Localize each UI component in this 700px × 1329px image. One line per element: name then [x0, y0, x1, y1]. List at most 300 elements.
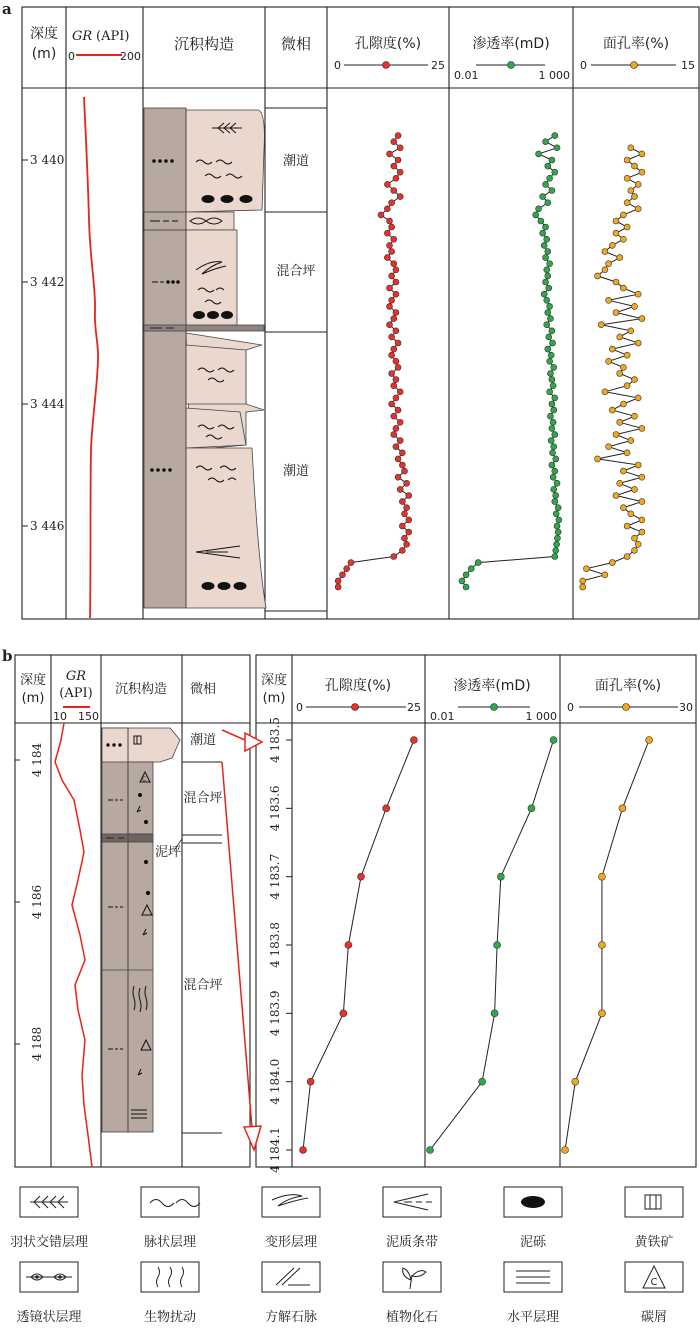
porosity-point: [387, 285, 393, 291]
areal-point: [632, 194, 638, 200]
areal-point: [613, 230, 619, 236]
areal-point: [624, 175, 630, 181]
panel-a-areal-max: 15: [681, 59, 695, 72]
permeability-point: [556, 517, 562, 523]
areal-point: [632, 377, 638, 383]
panel-b-gr-unit: (API): [59, 686, 93, 701]
panel-a-tag: a: [2, 0, 12, 18]
porosity-point: [393, 279, 399, 285]
areal-point: [617, 371, 623, 377]
permeability-point: [427, 1147, 434, 1154]
permeability-point: [545, 273, 551, 279]
permeability-point: [549, 377, 555, 383]
porosity-point: [389, 224, 395, 230]
porosity-point: [378, 212, 384, 218]
legend-item: [262, 1187, 320, 1250]
panel-a-areal-header: 面孔率(%): [602, 36, 670, 52]
legend-item: [262, 1262, 320, 1325]
porosity-point: [384, 206, 390, 212]
permeability-point: [550, 737, 557, 744]
permeability-point: [533, 212, 539, 218]
panel-b-permeability-min: 0.01: [430, 710, 455, 723]
permeability-point: [546, 285, 552, 291]
permeability-point: [554, 145, 560, 151]
porosity-point: [384, 181, 390, 187]
panel-b-areal-min: 0: [567, 701, 574, 714]
porosity-point: [389, 273, 395, 279]
porosity-point: [397, 169, 403, 175]
porosity-point: [389, 401, 395, 407]
legend-label: 水平层理: [506, 1310, 560, 1325]
areal-point: [646, 737, 653, 744]
porosity-point: [393, 310, 399, 316]
panel-b-depth-tick: 4 184: [30, 742, 44, 778]
areal-point: [598, 942, 605, 949]
areal-point: [613, 310, 619, 316]
porosity-point: [387, 303, 393, 309]
permeability-point: [555, 529, 561, 535]
porosity-point: [391, 261, 397, 267]
porosity-point: [399, 499, 405, 505]
panel-a-lithology-column: [144, 108, 266, 608]
areal-point: [606, 358, 612, 364]
permeability-point: [540, 194, 546, 200]
porosity-point: [393, 444, 399, 450]
porosity-point: [387, 322, 393, 328]
panel-b-lithology-column: [102, 728, 180, 1132]
porosity-point: [384, 255, 390, 261]
areal-point: [606, 444, 612, 450]
areal-marker-icon: [623, 704, 630, 711]
areal-point: [628, 188, 634, 194]
zoom-depth-tick-label: 4 184.0: [268, 1058, 282, 1105]
porosity-point: [399, 462, 405, 468]
permeability-point: [468, 566, 474, 572]
permeability-point: [494, 942, 501, 949]
zoom-depth-tick-label: 4 183.6: [268, 785, 282, 832]
areal-point: [628, 511, 634, 517]
panel-b-facies-label: 混合坪: [183, 791, 223, 806]
permeability-point: [547, 389, 553, 395]
porosity-point: [404, 480, 410, 486]
panel-b-areal-max: 30: [679, 701, 693, 714]
panel-b-zoom-depth-ticks: [268, 717, 292, 1173]
permeability-point: [552, 499, 558, 505]
panel-b-facies-header: 微相: [189, 682, 217, 697]
permeability-point: [463, 572, 469, 578]
porosity-point: [399, 547, 405, 553]
zoom-depth-tick-label: 4 183.9: [268, 990, 282, 1037]
panel-b-tag: b: [2, 647, 13, 665]
porosity-point: [339, 572, 345, 578]
areal-point: [617, 419, 623, 425]
panel-b-structure-header: 沉积构造: [114, 682, 168, 697]
panel-a-depth-tick: 3 442: [30, 275, 65, 289]
permeability-point: [551, 486, 557, 492]
porosity-point: [404, 505, 410, 511]
panel-a-facies-label: 潮道: [282, 464, 310, 479]
porosity-point: [389, 297, 395, 303]
legend-label: 羽状交错层理: [9, 1235, 89, 1250]
porosity-point: [399, 523, 405, 529]
panel-a-depth-header: 深度: [30, 26, 58, 42]
permeability-point: [553, 456, 559, 462]
panel-b-zoom-depth-header: 深度: [260, 673, 288, 688]
permeability-point: [549, 425, 555, 431]
permeability-point: [549, 462, 555, 468]
panel-b-facies-label: 泥坪: [154, 845, 182, 860]
porosity-point: [391, 346, 397, 352]
areal-point: [602, 389, 608, 395]
areal-point: [624, 450, 630, 456]
panel-b-curve-tracks: [300, 737, 653, 1154]
areal-point: [617, 480, 623, 486]
porosity-point: [348, 560, 354, 566]
porosity-point: [406, 529, 412, 535]
permeability-point: [550, 450, 556, 456]
areal-point: [628, 438, 634, 444]
panel-a-porosity-header: 孔隙度(%): [354, 36, 422, 52]
panel-a-gr-max: 200: [120, 50, 141, 63]
areal-point: [617, 255, 623, 261]
porosity-point: [401, 511, 407, 517]
porosity-point: [391, 188, 397, 194]
panel-b-gr-max: 150: [78, 710, 99, 723]
porosity-point: [389, 334, 395, 340]
panel-a-gr-min: 0: [68, 50, 75, 63]
porosity-point: [406, 517, 412, 523]
areal-point: [624, 352, 630, 358]
porosity-point: [391, 139, 397, 145]
porosity-marker-icon: [352, 704, 359, 711]
permeability-point: [540, 230, 546, 236]
permeability-point: [547, 358, 553, 364]
permeability-point: [543, 279, 549, 285]
porosity-point: [395, 340, 401, 346]
permeability-point: [552, 432, 558, 438]
areal-point: [620, 401, 626, 407]
permeability-point: [463, 584, 469, 590]
permeability-point: [553, 511, 559, 517]
areal-point: [606, 261, 612, 267]
permeability-point: [552, 395, 558, 401]
porosity-point: [358, 873, 365, 880]
permeability-point: [546, 334, 552, 340]
panel-a-porosity-max: 25: [431, 59, 445, 72]
panel-b-gr-curve: [55, 723, 92, 1167]
permeability-point: [541, 291, 547, 297]
porosity-point: [401, 468, 407, 474]
permeability-point: [479, 1078, 486, 1085]
panel-b-depth-tick: 4 186: [30, 884, 44, 920]
porosity-point: [397, 145, 403, 151]
legend-label: 生物扰动: [143, 1310, 197, 1325]
porosity-point: [345, 942, 352, 949]
permeability-point: [543, 255, 549, 261]
panel-b-permeability-max: 1 000: [525, 710, 557, 723]
panel-a-facies-label: 混合坪: [276, 264, 316, 279]
porosity-point: [387, 242, 393, 248]
panel-b-depth-unit: (m): [21, 691, 45, 706]
permeability-point: [551, 444, 557, 450]
legend-item: [10, 1187, 88, 1250]
areal-point: [595, 456, 601, 462]
areal-point: [580, 584, 586, 590]
porosity-point: [395, 407, 401, 413]
areal-point: [624, 224, 630, 230]
permeability-point: [545, 200, 551, 206]
porosity-point: [307, 1078, 314, 1085]
porosity-point: [391, 316, 397, 322]
areal-point: [598, 1010, 605, 1017]
porosity-point: [395, 133, 401, 139]
areal-point: [624, 523, 630, 529]
areal-point: [632, 413, 638, 419]
areal-point: [606, 297, 612, 303]
areal-point: [613, 493, 619, 499]
areal-point: [613, 279, 619, 285]
porosity-point: [391, 432, 397, 438]
permeability-point: [552, 133, 558, 139]
legend-item: [383, 1187, 441, 1250]
porosity-point: [393, 395, 399, 401]
porosity-point: [410, 737, 417, 744]
legend-item: [383, 1262, 441, 1325]
panel-b-permeability-header: 渗透率(mD): [453, 678, 531, 694]
permeability-point: [549, 401, 555, 407]
porosity-point: [387, 151, 393, 157]
permeability-point: [550, 419, 556, 425]
areal-point: [602, 572, 608, 578]
areal-marker-icon: [631, 62, 638, 69]
areal-point: [639, 517, 645, 523]
permeability-point: [548, 352, 554, 358]
panel-a-gr-label: GR: [72, 29, 93, 44]
panel-a-facies-label: 潮道: [282, 154, 310, 169]
legend-item: [141, 1187, 200, 1250]
legend-label: 植物化石: [385, 1310, 439, 1325]
areal-point: [639, 151, 645, 157]
porosity-point: [391, 163, 397, 169]
porosity-point: [383, 805, 390, 812]
areal-point: [602, 249, 608, 255]
legend-item: [504, 1187, 562, 1250]
porosity-point: [404, 541, 410, 547]
permeability-point: [547, 175, 553, 181]
legend-label: 变形层理: [264, 1235, 318, 1250]
areal-point: [620, 236, 626, 242]
porosity-point: [393, 377, 399, 383]
permeability-marker-icon: [491, 704, 498, 711]
permeability-point: [553, 547, 559, 553]
areal-point: [609, 346, 615, 352]
permeability-point: [544, 236, 550, 242]
permeability-point: [538, 218, 544, 224]
zoom-depth-tick-label: 4 183.7: [268, 853, 282, 900]
areal-point: [628, 328, 634, 334]
permeability-point: [544, 267, 550, 273]
areal-point: [635, 462, 641, 468]
panel-a-depth-tick: 3 440: [30, 153, 65, 167]
porosity-point: [393, 175, 399, 181]
permeability-point: [552, 468, 558, 474]
porosity-point: [300, 1147, 307, 1154]
permeability-point: [549, 188, 555, 194]
legend-label: 方解石脉: [264, 1310, 318, 1325]
porosity-point: [393, 267, 399, 273]
legend: [10, 1187, 683, 1325]
permeability-point: [551, 407, 557, 413]
legend-label: 脉状层理: [143, 1235, 197, 1250]
permeability-point: [552, 169, 558, 175]
areal-point: [624, 157, 630, 163]
panel-b-porosity-min: 0: [296, 701, 303, 714]
areal-point: [635, 181, 641, 187]
permeability-point: [550, 340, 556, 346]
permeability-point: [459, 578, 465, 584]
panel-a-gr-unit: (API): [96, 29, 130, 44]
permeability-point: [554, 523, 560, 529]
areal-point: [613, 432, 619, 438]
areal-point: [609, 407, 615, 413]
zoom-depth-tick-label: 4 183.8: [268, 922, 282, 968]
porosity-point: [344, 566, 350, 572]
porosity-point: [393, 291, 399, 297]
panel-a-depth-unit: (m): [31, 46, 57, 62]
areal-point: [580, 578, 586, 584]
panel-a-curve-tracks: [335, 133, 645, 590]
porosity-point: [391, 383, 397, 389]
permeability-point: [547, 316, 553, 322]
porosity-point: [397, 389, 403, 395]
permeability-point: [555, 505, 561, 511]
porosity-series-line: [303, 740, 414, 1150]
porosity-point: [389, 200, 395, 206]
permeability-point: [536, 206, 542, 212]
porosity-point: [397, 194, 403, 200]
panel-b-facies-label: 混合坪: [183, 978, 223, 993]
panel-b-gr-min: 10: [53, 710, 67, 723]
areal-point: [620, 212, 626, 218]
legend-item: [141, 1262, 199, 1325]
legend-item: [625, 1262, 683, 1325]
areal-point: [562, 1147, 569, 1154]
areal-point: [639, 499, 645, 505]
permeability-point: [553, 493, 559, 499]
permeability-point: [497, 873, 504, 880]
legend-label: 泥质条带: [385, 1235, 439, 1250]
panel-b-porosity-max: 25: [407, 701, 421, 714]
porosity-point: [384, 230, 390, 236]
panel-a-structure-header: 沉积构造: [173, 35, 235, 53]
panel-a-permeability-max: 1 000: [538, 69, 570, 82]
areal-point: [602, 267, 608, 273]
panel-a-frame: [22, 7, 699, 619]
panel-b-areal-header: 面孔率(%): [594, 678, 662, 694]
porosity-point: [406, 493, 412, 499]
legend-item: [625, 1187, 683, 1250]
porosity-point: [340, 1010, 347, 1017]
legend-label: 泥砾: [519, 1235, 547, 1250]
permeability-point: [545, 163, 551, 169]
porosity-point: [397, 438, 403, 444]
permeability-point: [550, 383, 556, 389]
svg-text:C: C: [142, 776, 147, 783]
permeability-point: [554, 541, 560, 547]
permeability-point: [547, 261, 553, 267]
panel-a-permeability-header: 渗透率(mD): [472, 36, 550, 52]
areal-point: [598, 873, 605, 880]
permeability-point: [547, 303, 553, 309]
panel-b-porosity-header: 孔隙度(%): [324, 678, 392, 694]
areal-point: [632, 303, 638, 309]
panel-a-depth-tick: 3 444: [30, 397, 65, 411]
panel-a-gr-curve: [84, 97, 98, 618]
areal-point: [609, 242, 615, 248]
areal-point: [609, 560, 615, 566]
permeability-series-line: [430, 740, 553, 1150]
mud-gravel-icon: [521, 1196, 545, 1208]
areal-point: [620, 468, 626, 474]
legend-label: 透镜状层理: [16, 1310, 82, 1325]
permeability-point: [536, 151, 542, 157]
permeability-point: [552, 554, 558, 560]
permeability-point: [544, 297, 550, 303]
porosity-point: [393, 425, 399, 431]
porosity-point: [389, 249, 395, 255]
areal-point: [617, 334, 623, 340]
permeability-point: [545, 310, 551, 316]
porosity-point: [397, 419, 403, 425]
areal-point: [635, 206, 641, 212]
areal-point: [572, 1078, 579, 1085]
panel-b-depth-header: 深度: [19, 673, 47, 688]
permeability-point: [545, 249, 551, 255]
areal-point: [632, 535, 638, 541]
porosity-point: [395, 364, 401, 370]
permeability-marker-icon: [508, 62, 515, 69]
permeability-point: [554, 480, 560, 486]
areal-point: [595, 273, 601, 279]
permeability-point: [554, 535, 560, 541]
permeability-point: [544, 322, 550, 328]
areal-point: [619, 805, 626, 812]
areal-series-line: [565, 740, 649, 1150]
areal-point: [639, 425, 645, 431]
permeability-series-line: [462, 136, 559, 587]
panel-a-porosity-min: 0: [334, 59, 341, 72]
permeability-point: [549, 328, 555, 334]
permeability-point: [545, 346, 551, 352]
porosity-point: [389, 352, 395, 358]
permeability-point: [543, 181, 549, 187]
porosity-point: [393, 358, 399, 364]
permeability-point: [541, 242, 547, 248]
panel-a-areal-min: 0: [580, 59, 587, 72]
panel-b-depth-tick: 4 188: [30, 1026, 44, 1062]
permeability-point: [550, 474, 556, 480]
permeability-point: [548, 438, 554, 444]
porosity-point: [397, 486, 403, 492]
permeability-point: [491, 1010, 498, 1017]
permeability-point: [475, 560, 481, 566]
areal-point: [635, 291, 641, 297]
areal-point: [632, 486, 638, 492]
areal-point: [620, 505, 626, 511]
areal-point: [624, 383, 630, 389]
porosity-point: [335, 584, 341, 590]
porosity-point: [387, 218, 393, 224]
